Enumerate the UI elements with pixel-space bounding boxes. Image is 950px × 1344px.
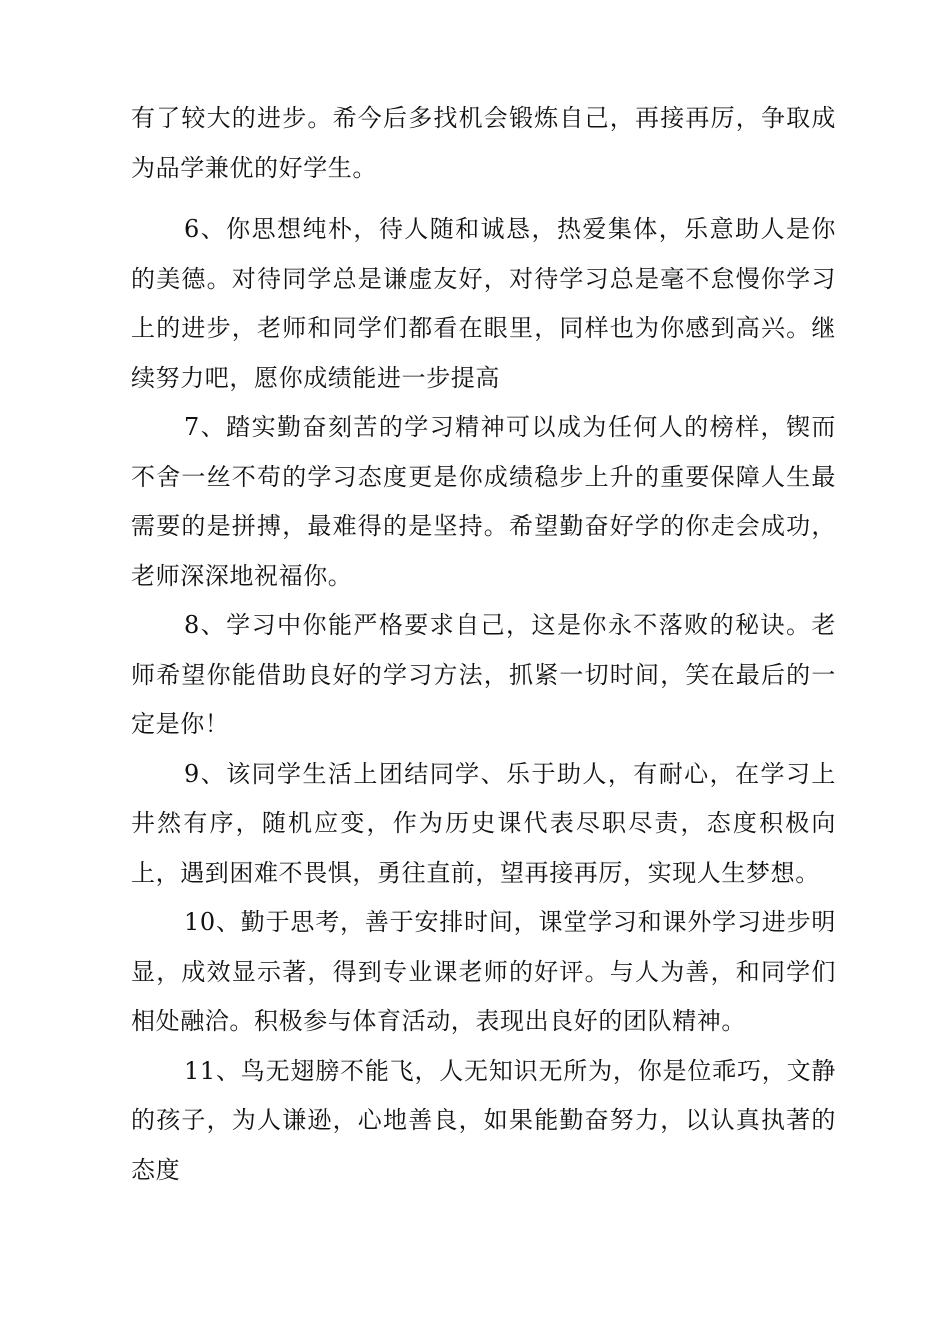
paragraph-8 (131, 601, 836, 750)
paragraph-7 (131, 403, 836, 601)
paragraph-number: 8 (184, 611, 200, 639)
paragraph-number: 9 (184, 759, 200, 788)
paragraph-11 (131, 1047, 836, 1196)
paragraph-text: 、学习中你能严格要求自己，这是你永不落败的秘诀。老师希望你能借助良好的学习方法，抓紧一切时间，笑在最后的一定是你！ (131, 611, 836, 738)
paragraph-text: 、勤于思考，善于安排时间，课堂学习和课外学习进步明显，成效显示著，得到专业课老师的好评。与人为善，和同学们相处融洽。积极参与体育活动，表现出良好的团队精神。 (131, 908, 836, 1035)
document-body (131, 94, 836, 1195)
paragraph-text: 、你思想纯朴，待人随和诚恳，热爱集体，乐意助人是你的美德。对待同学总是谦虚友好，对待学习总是毫不怠慢你学习上的进步，老师和同学们都看在眼里，同样也为你感到高兴。继续努力吧，愿你成绩能进一步提高 (131, 215, 836, 392)
paragraph-number: 7 (184, 413, 200, 441)
paragraph-text: 、鸟无翅膀不能飞，人无知识无所为，你是位乖巧，文静的孩子，为人谦逊，心地善良，如果能勤奋努力，以认真执著的态度 (131, 1056, 836, 1184)
paragraph-number: 6 (184, 215, 200, 243)
paragraph-6 (131, 205, 836, 403)
paragraph-10 (131, 898, 836, 1047)
paragraph-number: 10 (184, 908, 216, 936)
paragraph-text: 、该同学生活上团结同学、乐于助人，有耐心，在学习上井然有序，随机应变，作为历史课代表尽职尽责，态度积极向上，遇到困难不畏惧，勇往直前，望再接再厉，实现人生梦想。 (131, 759, 836, 887)
paragraph-text: 有了较大的进步。希今后多找机会锻炼自己，再接再厉，争取成为品学兼优的好学生。 (131, 104, 836, 182)
paragraph-text: 、踏实勤奋刻苦的学习精神可以成为任何人的榜样，锲而不舍一丝不苟的学习态度更是你成绩稳步上升的重要保障人生最需要的是拼搏，最难得的是坚持。希望勤奋好学的你走会成功，老师深深地祝福你。 (131, 413, 836, 590)
paragraph-9 (131, 750, 836, 899)
paragraph-continued (131, 94, 836, 193)
paragraph-number: 11 (184, 1056, 216, 1085)
